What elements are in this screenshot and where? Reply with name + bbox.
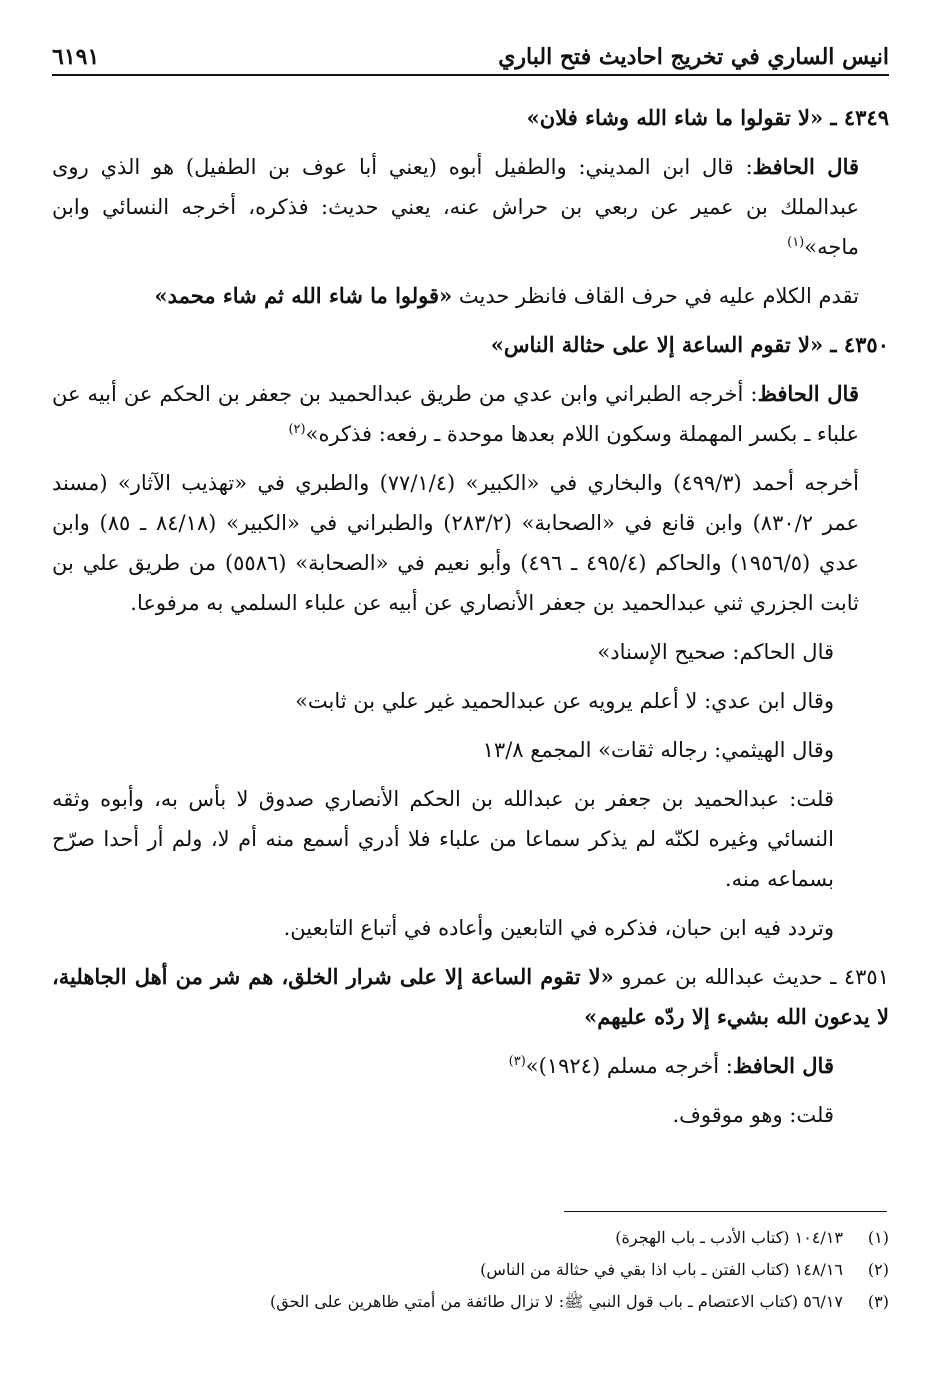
hafiz-text: : قال ابن المديني: والطفيل أبوه (يعني أبا عوف بن الطفيل) هو الذي روى عبدالملك بن عمير عن ربعي بن حراش عنه، يعني حديث: فذكره، أخرجه النسائي وابن ماجه» [52, 155, 859, 259]
hadith-4350-heading: ٤٣٥٠ ـ «لا تقوم الساعة إلا على حثالة الناس» [490, 332, 889, 357]
footnote-text: ١٤٨/١٦ (كتاب الفتن ـ باب اذا بقي في حثالة من الناس) [480, 1260, 843, 1279]
footnote-divider [564, 1211, 887, 1212]
footnote-ref-2[interactable]: (٢) [288, 422, 306, 437]
hadith-4349-hafiz [52, 147, 889, 267]
footnote-ref-3[interactable]: (٣) [508, 1054, 526, 1069]
hadith-4351-number: ٤٣٥١ ـ حديث عبدالله بن عمرو [613, 965, 889, 989]
footnote-2 [52, 1254, 889, 1286]
hadith-4349-heading: ٤٣٤٩ ـ «لا تقولوا ما شاء الله وشاء فلان» [526, 105, 889, 130]
footnotes [52, 1222, 889, 1318]
main-text [52, 98, 889, 1144]
footnote-number: (١) [867, 1228, 889, 1247]
hafiz-text: : أخرجه مسلم (١٩٢٤)» [525, 1054, 733, 1078]
ibn-adi-verdict: وقال ابن عدي: لا أعلم يرويه عن عبدالحميد غير علي بن ثابت» [295, 689, 834, 713]
footnote-number: (٣) [867, 1292, 889, 1311]
note-text: تقدم الكلام عليه في حرف القاف فانظر حديث [452, 284, 859, 308]
page-header [52, 40, 889, 76]
footnote-1 [52, 1222, 889, 1254]
footnote-3 [52, 1286, 889, 1318]
hafiz-label: قال الحافظ [757, 381, 859, 406]
hafiz-label: قال الحافظ [732, 1053, 834, 1078]
hadith-4351-text: «لا تقوم الساعة إلا على شرار الخلق، هم شر من أهل الجاهلية، لا يدعون الله بشيء إلا ردّه عليهم» [52, 964, 889, 1029]
footnote-text: ١٠٤/١٣ (كتاب الأدب ـ باب الهجرة) [615, 1228, 843, 1247]
footnote-ref-1[interactable]: (١) [787, 235, 805, 250]
hafiz-label: قال الحافظ [752, 154, 860, 179]
hadith-4351-hafiz [52, 1046, 889, 1086]
hadith-4349-note [52, 276, 889, 316]
hafiz-text: : أخرجه الطبراني وابن عدي من طريق عبدالحميد بن جعفر بن الحكم عن أبيه عن علباء ـ بكسر المهملة وسكون اللام بعدها موحدة ـ رفعه: فذكره» [52, 382, 859, 446]
hadith-4351-heading [52, 957, 889, 1037]
footnote-text: ٥٦/١٧ (كتاب الاعتصام ـ باب قول النبي ﷺ: لا تزال طائفة من أمتي ظاهرين على الحق) [270, 1292, 843, 1311]
footnote-number: (٢) [867, 1260, 889, 1279]
note-hadith: «قولوا ما شاء الله ثم شاء محمد» [154, 283, 453, 308]
book-title: انيس الساري في تخريج احاديث فتح الباري [498, 44, 889, 70]
hadith-4350-takhrij: أخرجه أحمد (٤٩٩/٣) والبخاري في «الكبير» (٧٧/١/٤) والطبري في «تهذيب الآثار» (مسند عمر ٨٣٠/٢) وابن قانع في «الصحابة» (٢٨٣/٢) والطبراني في «الكبير» (٨٤/١٨ ـ ٨٥) وابن عدي (١٩٥٦/٥) والحاكم (٤٩٥/٤ ـ ٤٩٦) وأبو نعيم في «الصحابة» (٥٥٨٦) من طريق علي بن ثابت الجزري ثني عبدالحميد بن جعفر الأنصاري عن أبيه عن علباء السلمي به مرفوعا. [52, 471, 860, 615]
hakim-verdict: قال الحاكم: صحيح الإسناد» [597, 640, 834, 664]
page-number: ٦١٩١ [52, 44, 100, 70]
hadith-4350-hafiz [52, 374, 889, 454]
ibn-hibban-note: وتردد فيه ابن حبان، فذكره في التابعين وأعاده في أتباع التابعين. [283, 916, 834, 940]
haythami-verdict: وقال الهيثمي: رجاله ثقات» المجمع ١٣/٨ [482, 738, 834, 762]
hadith-4351-comment: قلت: وهو موقوف. [672, 1103, 834, 1127]
author-comment: قلت: عبدالحميد بن جعفر بن عبدالله بن الحكم الأنصاري صدوق لا بأس به، وأبوه وثقه النسائي وغيره لكنّه لم يذكر سماعا من علباء فلا أدري أسمع منه أم لا، ولم أر أحدا صرّح بسماعه منه. [52, 787, 834, 891]
